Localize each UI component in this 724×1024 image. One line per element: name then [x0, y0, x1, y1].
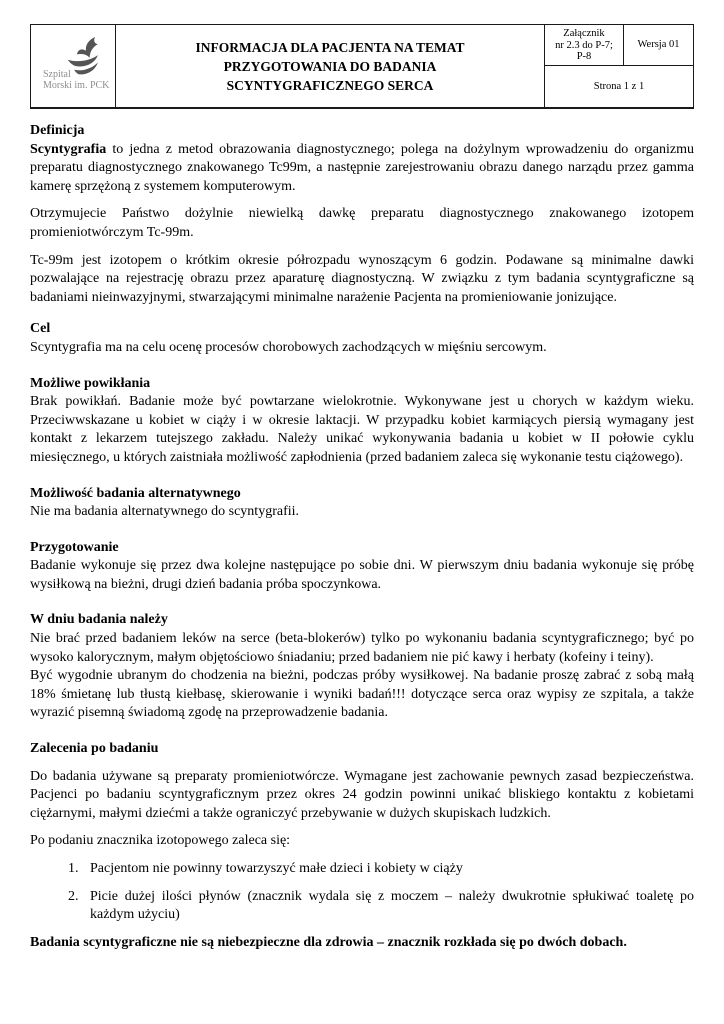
- paragraph-zalecenia: Do badania używane są preparaty promieniotwórcze. Wymagane jest zachowanie pewnych zasad bezpieczeństwa. Pacjenci po badaniu scyntygraficznym przez okres 24 godzin powinni unikać bliskiego kontaktu z kobietami ciężarnymi, małymi dziećmi a także ograniczyć przebywanie w dużych skupiskach ludzkich.: [30, 768, 694, 821]
- paragraph-alternatywne: Nie ma badania alternatywnego do scyntygrafii.: [30, 504, 300, 520]
- section-heading-zalecenia: Zalecenia po badaniu: [30, 741, 159, 757]
- document-title-cell: [116, 25, 545, 107]
- page-number-cell: [545, 66, 693, 108]
- document-title-line2: PRZYGOTOWANIA DO BADANIA: [223, 58, 437, 74]
- attachment-line1: Załącznik: [563, 28, 605, 39]
- version-label: Wersja 01: [637, 39, 680, 50]
- list-item: 2. Picie dużej ilości płynów (znacznik wydala się z moczem – należy dwukrotnie spłukiwać toaletę po każdym użyciu): [82, 888, 694, 925]
- safety-note: Badania scyntygraficzne nie są niebezpieczne dla zdrowia – znacznik rozkłada się po dwóch dobach.: [30, 934, 627, 950]
- document-meta-cells: [545, 25, 693, 107]
- paragraph-w-dniu-1: Nie brać przed badaniem leków na serce (beta-blokerów) tylko po wykonaniu badania scyntygraficznego; być po wysoko kalorycznym, małym objętościowo śniadaniu; przed badaniem nie pić kawy i herbaty (kofeiny i teiny).: [30, 631, 694, 665]
- paragraph-definicja-3: Tc-99m jest izotopem o krótkim okresie półrozpadu wynoszącym 6 godzin. Podawane są minimalne dawki pozwalające na rejestrację obrazu przez aparaturę diagnostyczną. W związku z tym badania scyntygraficzne są badaniami nieinwazyjnymi, stwarzającymi minimalne narażenie Pacjenta na promieniowanie jonizujące.: [30, 252, 694, 305]
- section-heading-definicja: Definicja: [30, 123, 85, 138]
- attachment-line3: P-8: [576, 51, 592, 62]
- definicja-lead-rest: to jedna z metod obrazowania diagnostycznego; polega na dożylnym wprowadzeniu do organizmu preparatu diagnostycznego znakowanego Tc99m, a następnie zarejestrowaniu obrazu danego narządu przez gamma kamerę sprzężoną z systemem komputerowym.: [30, 141, 694, 194]
- paragraph-po-podaniu: Po podaniu znacznika izotopowego zaleca się:: [30, 833, 291, 849]
- document-body: [30, 122, 694, 952]
- document-header-table: [30, 24, 694, 109]
- attachment-line2: nr 2.3 do P-7;: [555, 39, 613, 51]
- page-number-label: Strona 1 z 1: [593, 80, 645, 92]
- hospital-logo-cell: [31, 25, 116, 107]
- paragraph-definicja-2: Otrzymujecie Państwo dożylnie niewielką dawkę preparatu diagnostycznego znakowanego izotopem promieniotwórczym Tc-99m.: [30, 206, 694, 240]
- document-title-line3: SCYNTYGRAFICZNEGO SERCA: [226, 77, 434, 93]
- section-heading-cel: Cel: [30, 321, 51, 337]
- recommendations-list: [30, 860, 694, 925]
- list-item: 1. Pacjentom nie powinny towarzyszyć małe dzieci i kobiety w ciąży: [82, 860, 694, 879]
- document-title-line1: INFORMACJA DLA PACJENTA NA TEMAT: [195, 39, 465, 55]
- section-heading-w-dniu-badania: W dniu badania należy: [30, 612, 168, 628]
- definicja-lead-bold: Scyntygrafia: [30, 141, 107, 157]
- section-heading-powiklania: Możliwe powikłania: [30, 375, 151, 391]
- paragraph-definicja-1: [30, 141, 694, 197]
- meta-top-row: [545, 25, 693, 66]
- version-cell: [624, 25, 693, 65]
- paragraph-cel: Scyntygrafia ma na celu ocenę procesów chorobowych zachodzących w mięśniu sercowym.: [30, 339, 547, 355]
- hospital-name: [43, 69, 109, 91]
- section-heading-alternatywne: Możliwość badania alternatywnego: [30, 485, 241, 501]
- paragraph-w-dniu-2: Być wygodnie ubranym do chodzenia na bieżni, podczas próby wysiłkowej. Na badanie proszę zabrać z sobą małą 18% śmietanę lub tłustą kiełbasę, skierowanie i wyniki badań!!! dotyczące serca oraz wypisy ze szpitala, a także wyrazić pisemną świadomą zgodę na przeprowadzenie badania.: [30, 668, 694, 721]
- hospital-name-line2: Morski im. PCK: [43, 80, 110, 91]
- attachment-number-cell: [545, 25, 624, 65]
- hospital-logo: [39, 37, 109, 95]
- paragraph-przygotowanie: Badanie wykonuje się przez dwa kolejne następujące po sobie dni. W pierwszym dniu badania wykonuje się próbę wysiłkową na bieżni, drugi dzień badania próba spoczynkowa.: [30, 558, 694, 592]
- paragraph-powiklania: Brak powikłań. Badanie może być powtarzane wielokrotnie. Wykonywane jest u chorych w każdym wieku. Przeciwwskazane u kobiet w ciąży i w okresie laktacji. W przypadku kobiet karmiących piersią wymagany jest kontakt z lekarzem tutejszego zakładu. Należy unikać wykonywania badania u kobiet w II połowie cyklu miesięcznego, u których zaistniała możliwość zapłodnienia (przed badaniem zaleca się wykonanie testu ciążowego).: [30, 394, 694, 465]
- section-heading-przygotowanie: Przygotowanie: [30, 539, 119, 555]
- hospital-name-line1: Szpital: [43, 69, 71, 80]
